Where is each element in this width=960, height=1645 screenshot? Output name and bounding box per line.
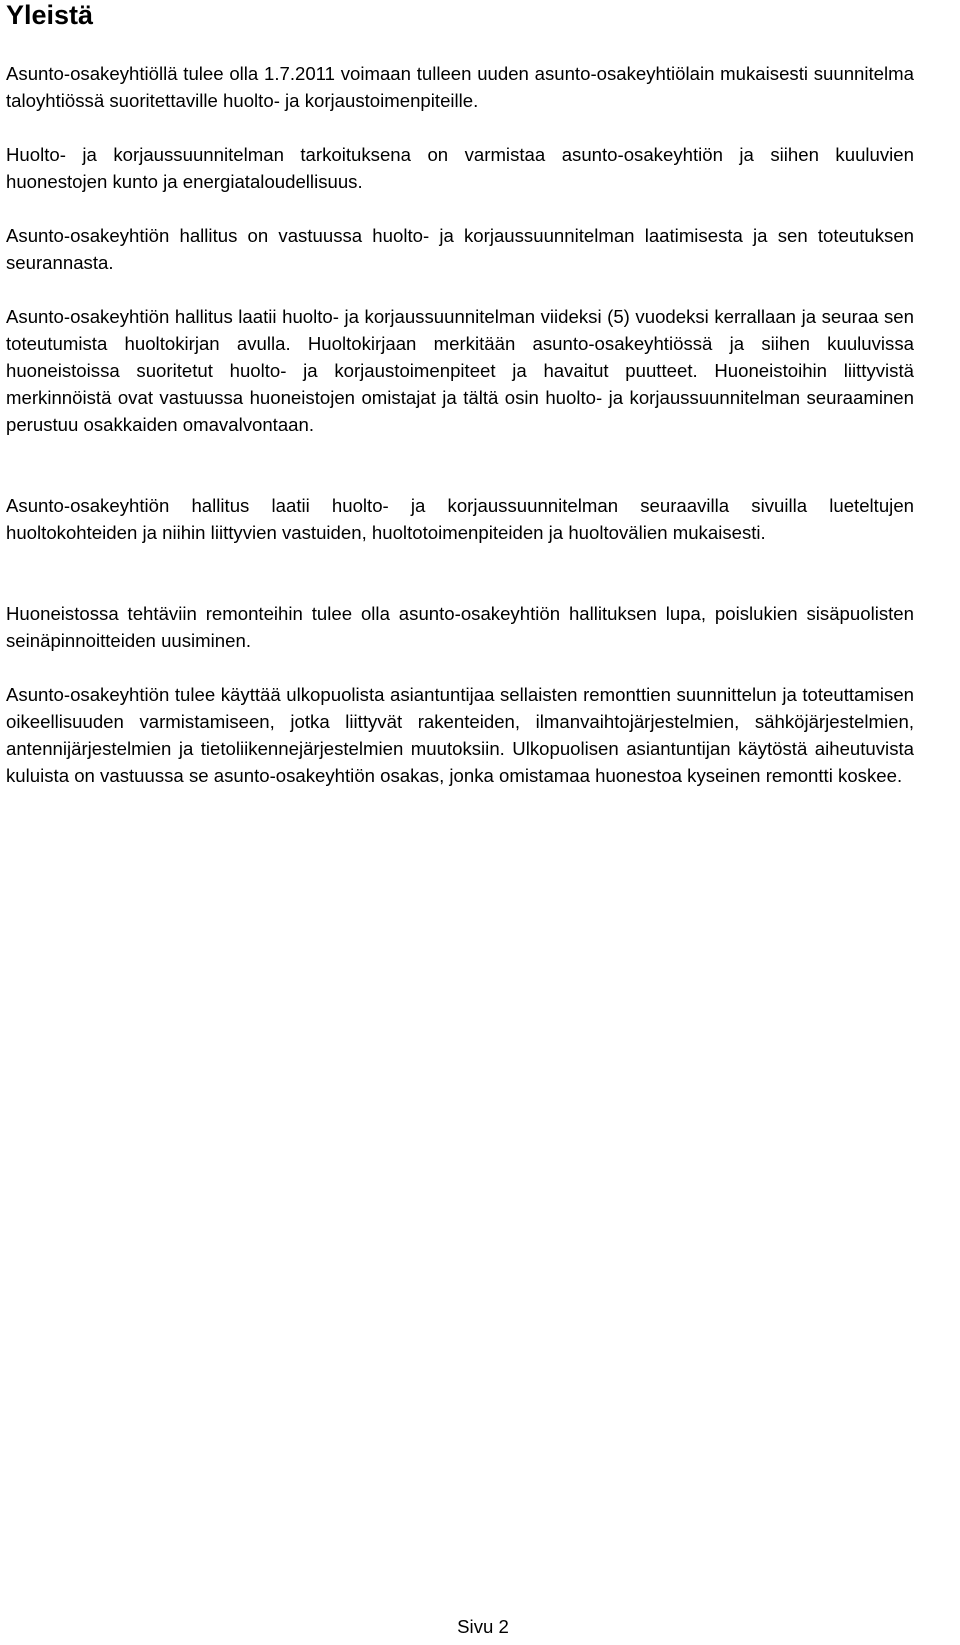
paragraph-board-responsibility: Asunto-osakeyhtiön hallitus on vastuussa huolto- ja korjaussuunnitelman laatimisesta ja sen toteutuksen seurannasta.: [6, 225, 914, 273]
paragraph-maintenance-plan: Asunto-osakeyhtiön hallitus laatii huolto- ja korjaussuunnitelman viideksi (5) vuodeksi kerrallaan ja seuraa sen toteutumista huoltokirjan avulla. Huoltokirjaan merkitään asunto-osakeyhtiössä ja siihen kuuluvissa huoneistoissa suoritetut huolto- ja korjaustoimenpiteet ja havaitut puutteet. Huoneistoihin liittyvistä merkinnöistä ovat vastuussa huoneistojen omistajat ja tältä osin huolto- ja korjaussuunnitelman seuraaminen perustuu osakkaiden omavalvontaan.: [6, 306, 914, 435]
paragraph-intro: Asunto-osakeyhtiöllä tulee olla 1.7.2011 voimaan tulleen uuden asunto-osakeyhtiölain mukaisesti suunnitelma taloyhtiössä suoritettaville huolto- ja korjaustoimenpiteille.: [6, 63, 914, 111]
page-number: Sivu 2: [457, 1616, 509, 1637]
paragraph-renovation-permit: Huoneistossa tehtäviin remonteihin tulee olla asunto-osakeyhtiön hallituksen lupa, poislukien sisäpuolisten seinäpinnoitteiden uusiminen.: [6, 603, 914, 651]
paragraph-purpose: Huolto- ja korjaussuunnitelman tarkoituksena on varmistaa asunto-osakeyhtiön ja siihen kuuluvien huonestojen kunto ja energiataloudellisuus.: [6, 144, 914, 192]
document-body: [6, 60, 914, 789]
paragraph-plan-basis: Asunto-osakeyhtiön hallitus laatii huolto- ja korjaussuunnitelman seuraavilla sivuilla lueteltujen huoltokohteiden ja niihin liittyvien vastuiden, huoltotoimenpiteiden ja huoltovälien mukaisesti.: [6, 495, 914, 543]
paragraph-external-expert: Asunto-osakeyhtiön tulee käyttää ulkopuolista asiantuntijaa sellaisten remonttien suunnittelun ja toteuttamisen oikeellisuuden varmistamiseen, jotka liittyvät rakenteiden, ilmanvaihtojärjestelmien, sähköjärjestelmien, antennijärjestelmien ja tietoliikennejärjestelmien muutoksiin. Ulkopuolisen asiantuntijan käytöstä aiheutuvista kuluista on vastuussa se asunto-osakeyhtiön osakas, jonka omistamaa huonestoa kyseinen remontti koskee.: [6, 684, 914, 786]
page-footer: [0, 1615, 960, 1639]
section-heading: Yleistä: [6, 0, 94, 30]
